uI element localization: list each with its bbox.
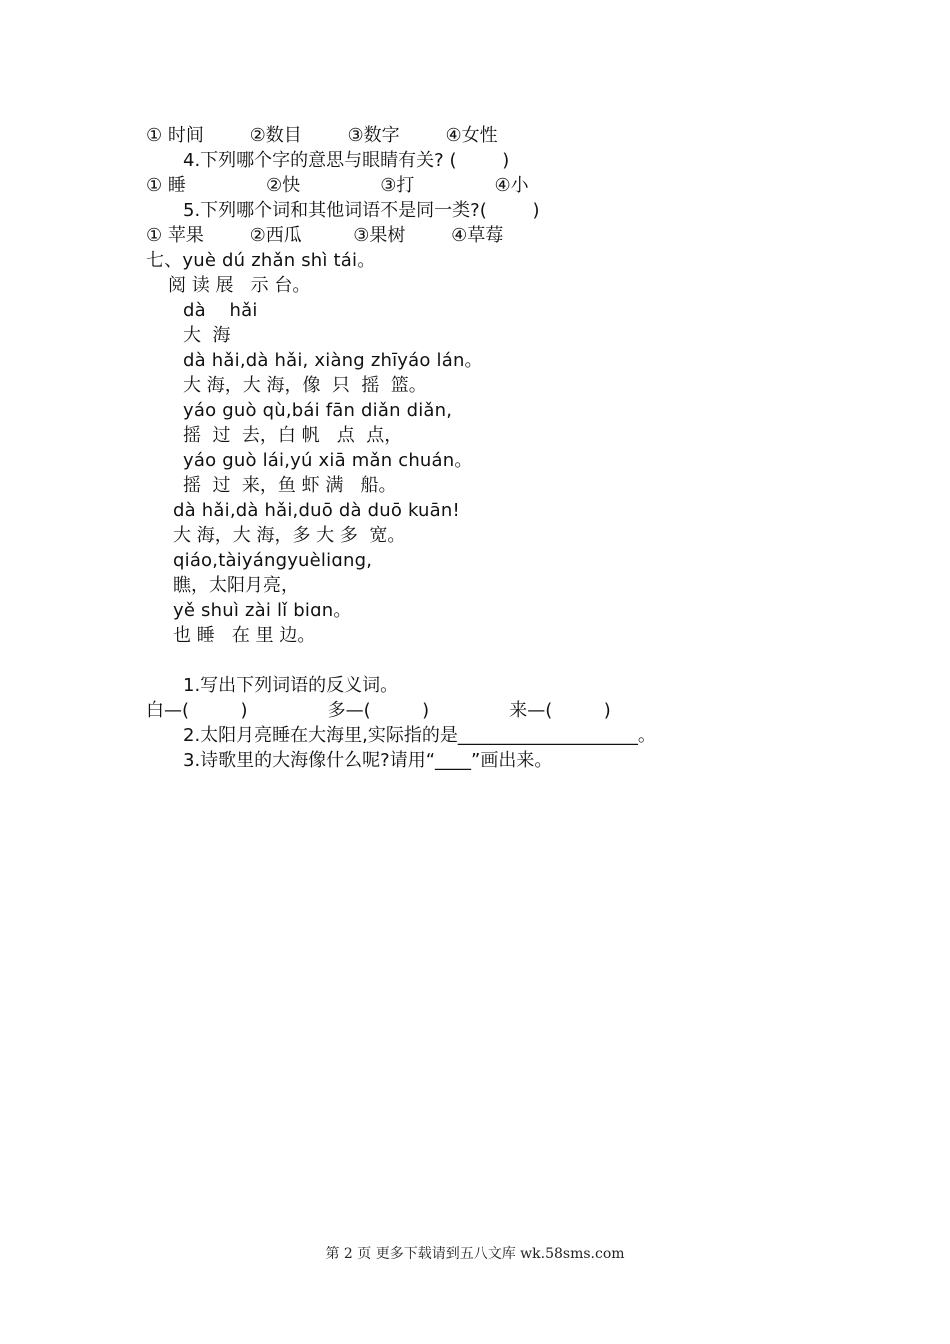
poem-line-pinyin: yě shuì zài lǐ biɑn。 <box>173 600 352 621</box>
section7-heading-pinyin: 七、yuè dú zhǎn shì tái。 <box>146 250 376 271</box>
poem-title-pinyin: dà hǎi <box>183 300 258 321</box>
q4-title: 4.下列哪个字的意思与眼睛有关? ( ) <box>183 150 510 171</box>
q4-options: ① 睡 ②快 ③打 ④小 <box>146 175 529 196</box>
poem-line-hanzi: 瞧，太阳月亮， <box>173 575 299 596</box>
poem-line-hanzi: 摇 过 去，白 帆 点 点， <box>183 425 403 446</box>
poem-line-hanzi: 也 睡 在 里 边。 <box>173 625 316 646</box>
poem-line-hanzi: 大 海，大 海，多 大 多 宽。 <box>173 525 406 546</box>
exercise-3: 3.诗歌里的大海像什么呢?请用“____”画出来。 <box>183 750 553 771</box>
poem-line-pinyin: qiáo,tàiyángyuèliɑng, <box>173 550 373 571</box>
section7-heading-hanzi: 阅 读 展 示 台。 <box>168 275 311 296</box>
exercise-2: 2.太阳月亮睡在大海里,实际指的是____________________。 <box>183 725 656 746</box>
poem-line-hanzi: 摇 过 来，鱼 虾 满 船。 <box>183 475 397 496</box>
poem-line-hanzi: 大 海，大 海，像 只 摇 篮。 <box>183 375 427 396</box>
poem-line-pinyin: dà hǎi,dà hǎi, xiàng zhīyáo lán。 <box>183 350 483 371</box>
poem-line-pinyin: yáo guò qù,bái fān diǎn diǎn, <box>183 400 453 421</box>
poem-line-pinyin: yáo guò lái,yú xiā mǎn chuán。 <box>183 450 473 471</box>
exercise-1-title: 1.写出下列词语的反义词。 <box>183 675 399 696</box>
exercise-1-antonyms: 白—( ) 多—( ) 来—( ) <box>146 700 611 721</box>
q5-title: 5.下列哪个词和其他词语不是同一类?( ) <box>183 200 540 221</box>
poem-title-hanzi: 大 海 <box>183 325 231 346</box>
q5-options: ① 苹果 ②西瓜 ③果树 ④草莓 <box>146 225 504 246</box>
poem-line-pinyin: dà hǎi,dà hǎi,duō dà duō kuān! <box>173 500 460 521</box>
q3-options: ① 时间 ②数目 ③数字 ④女性 <box>146 125 498 146</box>
page-footer: 第 2 页 更多下载请到五八文库 wk.58sms.com <box>325 1246 625 1262</box>
